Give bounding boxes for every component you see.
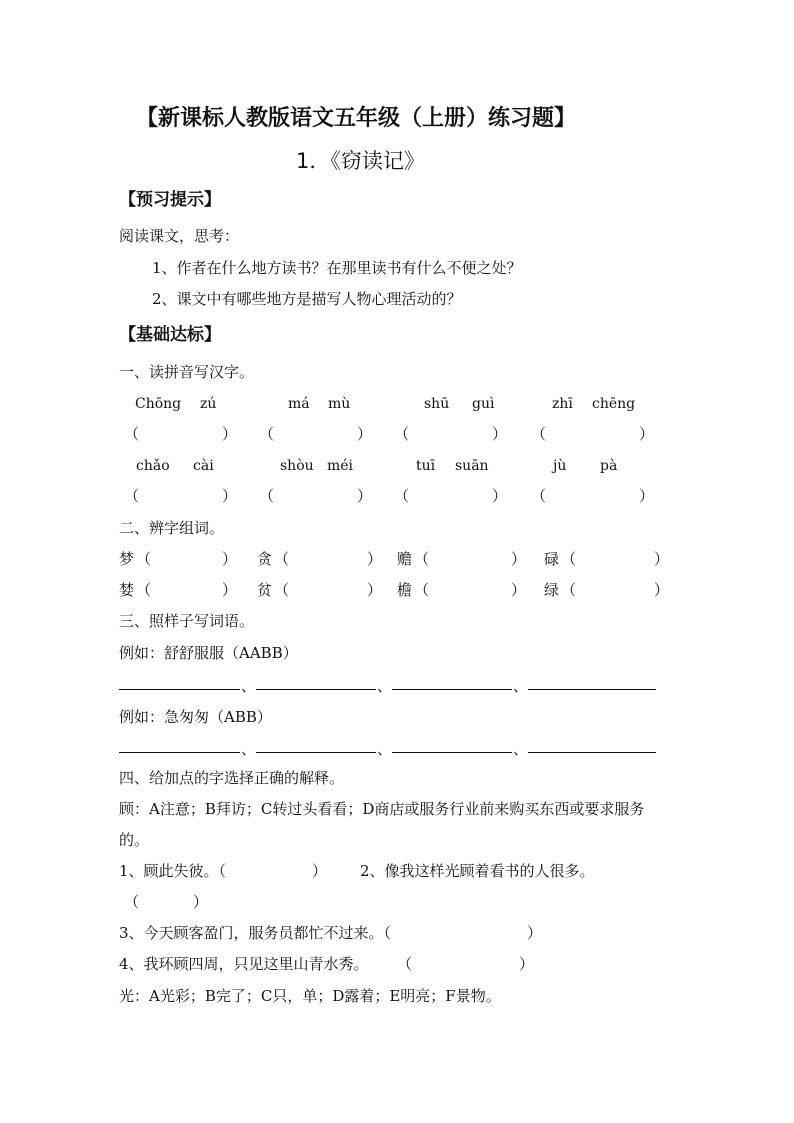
answer-paren-close: ） bbox=[654, 550, 670, 568]
example-1: 例如：舒舒服服（AABB） bbox=[119, 644, 298, 662]
pinyin: suān bbox=[455, 458, 489, 474]
preview-intro: 阅读课文，思考： bbox=[119, 227, 240, 245]
pinyin: méi bbox=[327, 458, 354, 474]
question-1: 1、顾此失彼。（ bbox=[119, 862, 227, 880]
answer-paren-close: ） bbox=[527, 924, 543, 942]
pinyin: shòu bbox=[280, 458, 314, 474]
answer-paren-open: （ bbox=[397, 955, 413, 973]
gu-definitions-cont: 的。 bbox=[119, 831, 150, 849]
char-prompt: 赡 bbox=[397, 550, 413, 568]
char-prompt: 贫 bbox=[257, 581, 273, 599]
answer-line[interactable] bbox=[528, 689, 656, 690]
answer-paren-open: （ bbox=[274, 550, 290, 568]
pinyin: má bbox=[288, 396, 310, 412]
answer-paren-open: （ bbox=[124, 487, 140, 505]
answer-paren-close: ） bbox=[367, 581, 383, 599]
answer-line[interactable] bbox=[528, 752, 656, 753]
answer-paren-open: （ bbox=[124, 893, 140, 911]
gu-definitions: 顾：A注意；B拜访；C转过头看看；D商店或服务行业前来购买东西或要求服务 bbox=[119, 800, 645, 818]
answer-paren-close: ） bbox=[519, 955, 535, 973]
answer-paren-close: ） bbox=[639, 487, 655, 505]
answer-paren-close: ） bbox=[654, 581, 670, 599]
answer-paren-close: ） bbox=[357, 487, 373, 505]
section3-title: 三、照样子写词语。 bbox=[119, 612, 255, 630]
char-prompt: 婪 bbox=[119, 581, 135, 599]
example-2: 例如：急匆匆（ABB） bbox=[119, 708, 272, 726]
pinyin: tuī bbox=[416, 458, 436, 474]
char-prompt: 碌 bbox=[544, 550, 560, 568]
answer-line[interactable] bbox=[256, 689, 376, 690]
answer-paren-open: （ bbox=[124, 425, 140, 443]
pinyin: Chōng bbox=[135, 396, 182, 412]
answer-paren-open: （ bbox=[531, 425, 547, 443]
answer-paren-open: （ bbox=[136, 581, 152, 599]
worksheet-title: 【新课标人教版语文五年级（上册）练习题】 bbox=[136, 106, 577, 131]
answer-paren-open: （ bbox=[414, 581, 430, 599]
answer-paren-close: ） bbox=[222, 550, 238, 568]
basics-heading: 【基础达标】 bbox=[119, 325, 221, 345]
answer-paren-open: （ bbox=[136, 550, 152, 568]
answer-paren-close: ） bbox=[222, 581, 238, 599]
preview-question-1: 1、作者在什么地方读书？在那里读书有什么不便之处？ bbox=[152, 259, 522, 277]
pinyin: zhī bbox=[552, 396, 573, 412]
answer-paren-close: ） bbox=[511, 550, 527, 568]
answer-paren-close: ） bbox=[222, 425, 238, 443]
answer-paren-open: （ bbox=[414, 550, 430, 568]
separator: 、 bbox=[241, 677, 257, 695]
section2-title: 二、辨字组词。 bbox=[119, 519, 225, 537]
answer-paren-close: ） bbox=[367, 550, 383, 568]
pinyin: chǎo bbox=[136, 458, 170, 474]
char-prompt: 檐 bbox=[397, 581, 413, 599]
section4-title: 四、给加点的字选择正确的解释。 bbox=[119, 769, 345, 787]
section1-title: 一、读拼音写汉字。 bbox=[119, 363, 255, 381]
char-prompt: 梦 bbox=[119, 550, 135, 568]
answer-paren-open: （ bbox=[259, 425, 275, 443]
question-2: 2、像我这样光顾着看书的人很多。 bbox=[360, 862, 595, 880]
answer-paren-close: ） bbox=[492, 487, 508, 505]
answer-paren-open: （ bbox=[394, 487, 410, 505]
char-prompt: 贪 bbox=[257, 550, 273, 568]
preview-question-2: 2、课文中有哪些地方是描写人物心理活动的？ bbox=[152, 290, 462, 308]
pinyin: chēng bbox=[592, 396, 636, 412]
preview-heading: 【预习提示】 bbox=[119, 190, 221, 210]
char-prompt: 绿 bbox=[544, 581, 560, 599]
separator: 、 bbox=[513, 677, 529, 695]
answer-paren-open: （ bbox=[561, 581, 577, 599]
answer-paren-close: ） bbox=[639, 425, 655, 443]
answer-line[interactable] bbox=[392, 689, 512, 690]
answer-paren-close: ） bbox=[222, 487, 238, 505]
separator: 、 bbox=[377, 677, 393, 695]
guang-definitions: 光：A光彩；B完了；C只，单；D露着；E明亮；F景物。 bbox=[119, 987, 501, 1005]
answer-line[interactable] bbox=[256, 752, 376, 753]
separator: 、 bbox=[513, 740, 529, 758]
separator: 、 bbox=[377, 740, 393, 758]
answer-paren-close: ） bbox=[312, 862, 328, 880]
pinyin: zú bbox=[200, 396, 217, 412]
answer-paren-close: ） bbox=[492, 425, 508, 443]
answer-paren-close: ） bbox=[511, 581, 527, 599]
answer-paren-close: ） bbox=[193, 893, 209, 911]
separator: 、 bbox=[241, 740, 257, 758]
lesson-title: 1．《窃读记》 bbox=[296, 149, 425, 173]
pinyin: jù bbox=[553, 458, 567, 474]
question-4: 4、我环顾四周，只见这里山青水秀。 bbox=[119, 955, 369, 973]
answer-paren-open: （ bbox=[531, 487, 547, 505]
pinyin: mù bbox=[328, 396, 351, 412]
answer-paren-close: ） bbox=[357, 425, 373, 443]
question-3: 3、今天顾客盈门，服务员都忙不过来。（ bbox=[119, 924, 392, 942]
pinyin: guì bbox=[472, 396, 495, 412]
pinyin: pà bbox=[600, 458, 618, 474]
answer-line[interactable] bbox=[392, 752, 512, 753]
answer-paren-open: （ bbox=[259, 487, 275, 505]
answer-line[interactable] bbox=[119, 689, 240, 690]
pinyin: shū bbox=[424, 396, 450, 412]
answer-paren-open: （ bbox=[274, 581, 290, 599]
answer-line[interactable] bbox=[119, 752, 240, 753]
answer-paren-open: （ bbox=[394, 425, 410, 443]
answer-paren-open: （ bbox=[561, 550, 577, 568]
pinyin: cài bbox=[193, 458, 214, 474]
